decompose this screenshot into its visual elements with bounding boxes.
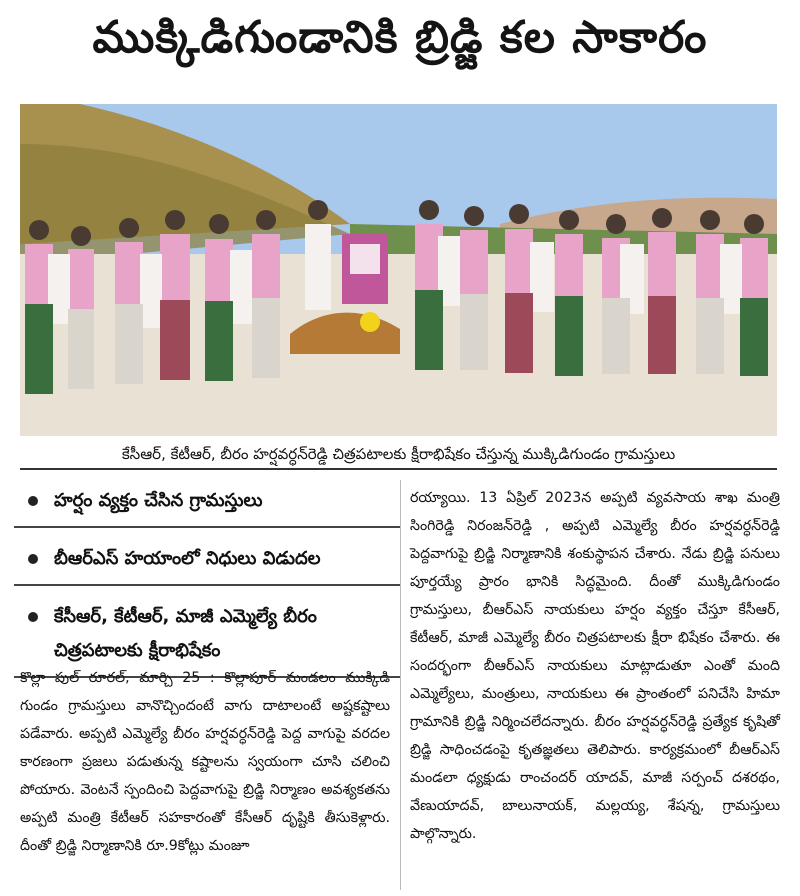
subheads-list bbox=[14, 478, 400, 686]
body-left-column: కొల్లా పుల్ రూరల్, మార్చి 25 : కొల్లాపూర్ మండలం ముక్కిడి గుండం గ్రామస్తులు వానొచ్చిందంటే వాగు దాటాలంటే అష్టకష్టాలు పడేవారు. అప్పటి ఎమ్మెల్యే బీరం హర్షవర్ధన్‌రెడ్డి పెద్ద వాగుపై వరదల కారణంగా ప్రజలు పడుతున్న కష్టాలను స్వయంగా చూసి చలించి పోయారు. వెంటనే స్పందించి పెద్దవాగుపై బ్రిడ్జి నిర్మాణం అవశ్యకతను అప్పటి మంత్రి కేటీఆర్ సహకారంతో కేసీఆర్ దృష్టికి తీసుకెళ్లారు. దీంతో బ్రిడ్జి నిర్మాణానికి రూ.9కోట్లు మంజూ bbox=[20, 670, 390, 854]
subhead-1 bbox=[14, 478, 400, 528]
yellow-pot bbox=[360, 312, 380, 332]
column-divider bbox=[400, 480, 401, 890]
bullet-icon bbox=[28, 554, 38, 564]
subhead-2 bbox=[14, 536, 400, 586]
bullet-icon bbox=[28, 612, 38, 622]
subhead-text: కేసీఆర్, కేటీఆర్, మాజీ ఎమ్మెల్యే బీరం చిత్రపటాలకు క్షీరాభిషేకం bbox=[54, 606, 317, 661]
photo-caption: కేసీఆర్, కేటీఆర్, బీరం హర్షవర్ధన్‌రెడ్డి చిత్రపటాలకు క్షీరాభిషేకం చేస్తున్న ముక్కిడిగుండం గ్రామస్తులు bbox=[20, 440, 777, 470]
group-photo-image bbox=[20, 104, 777, 436]
headline: ముక్కిడిగుండానికి బ్రిడ్జి కల సాకారం bbox=[92, 12, 708, 63]
body-right-column: రయ్యాయి. 13 ఏప్రిల్ 2023న అప్పటి వ్యవసాయ శాఖ మంత్రి సింగిరెడ్డి నిరంజన్‌రెడ్డి , అప్పటి ఎమ్మెల్యే బీరం హర్షవర్ధన్‌రెడ్డి పెద్దవాగుపై బ్రిడ్జి నిర్మాణానికి శంకుస్థాపన చేశారు. నేడు బ్రిడ్జి పనులు పూర్తయ్యే ప్రారం భానికి సిద్ధమైంది. దీంతో ముక్కిడిగుండం గ్రామస్తులు, బీఆర్ఎస్ నాయకులు హర్షం వ్యక్తం చేస్తూ కేసీఆర్, కేటీఆర్, మాజీ ఎమ్మెల్యే బీరం చిత్రపటాలకు క్షీరా భిషేకం చేశారు. ఈ సందర్భంగా బీఆర్ఎస్ నాయకులు మాట్లాడుతూ ఎంతో మంది ఎమ్మెల్యేలు, మంత్రులు, నాయకులు ఈ ప్రాంతంలో పనిచేసి హిమా గ్రామానికి బ్రిడ్జి నిర్మించలేదన్నారు. బీరం హర్షవర్ధన్‌రెడ్డి ప్రత్యేక కృషితో బ్రిడ్జి సాధించడంపై కృతజ్ఞతలు తెలిపారు. కార్యక్రమంలో బీఆర్ఎస్ మండలా ధ్యక్షుడు రాంచందర్ యాదవ్, మాజీ సర్పంచ్ దశరథం, వేణుయాదవ్, బాలునాయక్, మల్లయ్య, శేషన్న, గ్రామస్తులు పాల్గొన్నారు. bbox=[410, 490, 780, 842]
subhead-text: బీఆర్ఎస్ హయాంలో నిధులు విడుదల bbox=[54, 548, 321, 569]
poster-photo bbox=[350, 244, 380, 274]
subhead-text: హర్షం వ్యక్తం చేసిన గ్రామస్తులు bbox=[54, 490, 263, 511]
bullet-icon bbox=[28, 496, 38, 506]
